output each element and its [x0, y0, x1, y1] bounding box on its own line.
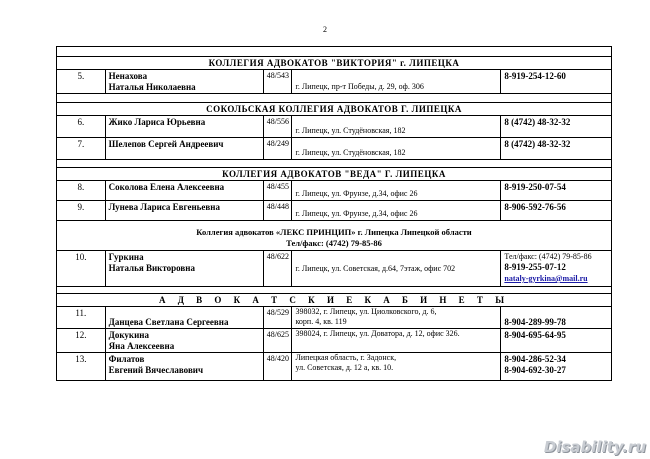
address: г. Липецк, ул. Фрунзе, д.34, офис 26 — [292, 201, 501, 221]
address-line: 398032, г. Липецк, ул. Циолковского, д. 6, — [295, 307, 437, 316]
section-header — [57, 168, 612, 181]
spacer-row — [57, 160, 612, 168]
registry-number: 48/543 — [263, 70, 292, 94]
registry-number: 48/448 — [263, 201, 292, 221]
address: г. Липецк, ул. Фрунзе, д.34, офис 26 — [292, 181, 501, 201]
advocate-name — [105, 353, 263, 381]
section-title: Коллегия адвокатов «ЛЕКС ПРИНЦИП» г. Липецка Липецкой области — [196, 227, 472, 237]
phone: 8-904-286-52-34 — [504, 354, 566, 364]
address: г. Липецк, ул. Студёновская, 182 — [292, 138, 501, 160]
table-row — [57, 251, 612, 287]
phone: 8 (4742) 48-32-32 — [501, 116, 612, 138]
registry-number: 48/556 — [263, 116, 292, 138]
phone: 8-904-289-99-78 — [501, 307, 612, 329]
table-row — [57, 138, 612, 160]
table-row — [57, 307, 612, 329]
surname: Филатов — [108, 354, 145, 364]
row-number: 10. — [57, 251, 106, 287]
address: г. Липецк, ул. Студёновская, 182 — [292, 116, 501, 138]
phone: 8-919-254-12-60 — [501, 70, 612, 94]
table-row — [57, 70, 612, 94]
registry-number: 48/455 — [263, 181, 292, 201]
section-title-block — [57, 221, 612, 251]
section-title: СОКОЛЬСКАЯ КОЛЛЕГИЯ АДВОКАТОВ Г. ЛИПЕЦКА — [57, 103, 612, 116]
address: 398024, г. Липецк, ул. Доватора, д. 12, офис 326. — [292, 329, 501, 353]
address-line: Липецкая область, г. Задонск, — [295, 353, 397, 362]
registry-number: 48/625 — [263, 329, 292, 353]
address: г. Липецк, ул. Советская, д.64, 7этаж, офис 702 — [292, 251, 501, 287]
phone-fax: Тел/факс: (4742) 79-85-86 — [504, 252, 592, 261]
surname: Гуркина — [108, 252, 144, 262]
contacts — [501, 353, 612, 381]
given-names: Наталья Николаевна — [108, 82, 196, 92]
surname: Ненахова — [108, 71, 148, 81]
row-number: 7. — [57, 138, 106, 160]
table-row — [57, 353, 612, 381]
row-number: 6. — [57, 116, 106, 138]
table-row — [57, 116, 612, 138]
address-line: ул. Советская, д. 12 а, кв. 10. — [295, 363, 394, 372]
advocates-table — [56, 46, 612, 381]
section-title: КОЛЛЕГИЯ АДВОКАТОВ "ВЕДА" Г. ЛИПЕЦКА — [57, 168, 612, 181]
registry-number: 48/622 — [263, 251, 292, 287]
email-link[interactable]: nataly-gyrkina@mail.ru — [504, 274, 588, 283]
table-row — [57, 181, 612, 201]
phone: 8 (4742) 48-32-32 — [501, 138, 612, 160]
phone: 8-919-250-07-54 — [501, 181, 612, 201]
registry-number: 48/529 — [263, 307, 292, 329]
address: г. Липецк, пр-т Победы, д. 29, оф. 306 — [292, 70, 501, 94]
section-title: КОЛЛЕГИЯ АДВОКАТОВ "ВИКТОРИЯ" г. ЛИПЕЦКА — [57, 57, 612, 70]
phone: 8-904-695-64-95 — [501, 329, 612, 353]
given-names: Наталья Викторовна — [108, 263, 195, 273]
address — [292, 353, 501, 381]
given-names: Евгений Вячеславович — [108, 365, 204, 375]
registry-number: 48/420 — [263, 353, 292, 381]
row-number: 11. — [57, 307, 106, 329]
contacts — [501, 251, 612, 287]
advocate-name: Соколова Елена Алексеевна — [105, 181, 263, 201]
spacer-row — [57, 287, 612, 294]
section-subtitle: Тел/факс: (4742) 79-85-86 — [286, 238, 382, 248]
advocate-name — [105, 251, 263, 287]
address-line: корп. 4, кв. 119 — [295, 317, 347, 326]
row-number: 9. — [57, 201, 106, 221]
row-number: 12. — [57, 329, 106, 353]
address — [292, 307, 501, 329]
phone: 8-904-692-30-27 — [504, 365, 566, 375]
advocate-name — [105, 329, 263, 353]
registry-number: 48/249 — [263, 138, 292, 160]
table-row — [57, 329, 612, 353]
row-number: 8. — [57, 181, 106, 201]
spacer-row — [57, 94, 612, 103]
phone: 8-906-592-76-56 — [501, 201, 612, 221]
page-number: 2 — [323, 25, 327, 34]
section-header — [57, 57, 612, 70]
row-number: 5. — [57, 70, 106, 94]
given-names: Яна Алексеевна — [108, 341, 175, 351]
advocate-name: Лунева Лариса Евгеньевна — [105, 201, 263, 221]
phone: 8-919-255-07-12 — [504, 262, 566, 272]
section-header — [57, 103, 612, 116]
advocate-name: Шелепов Сергей Андреевич — [105, 138, 263, 160]
row-number: 13. — [57, 353, 106, 381]
spacer-row — [57, 47, 612, 57]
section-title: А Д В О К А Т С К И Е К А Б И Н Е Т Ы — [57, 294, 612, 307]
advocate-name: Жико Лариса Юрьевна — [105, 116, 263, 138]
table-row — [57, 201, 612, 221]
advocate-name — [105, 70, 263, 94]
section-header — [57, 294, 612, 307]
section-header — [57, 221, 612, 251]
advocate-name: Данцева Светлана Сергеевна — [105, 307, 263, 329]
surname: Докукина — [108, 330, 149, 340]
watermark-logo: Disability.ru — [543, 438, 646, 456]
